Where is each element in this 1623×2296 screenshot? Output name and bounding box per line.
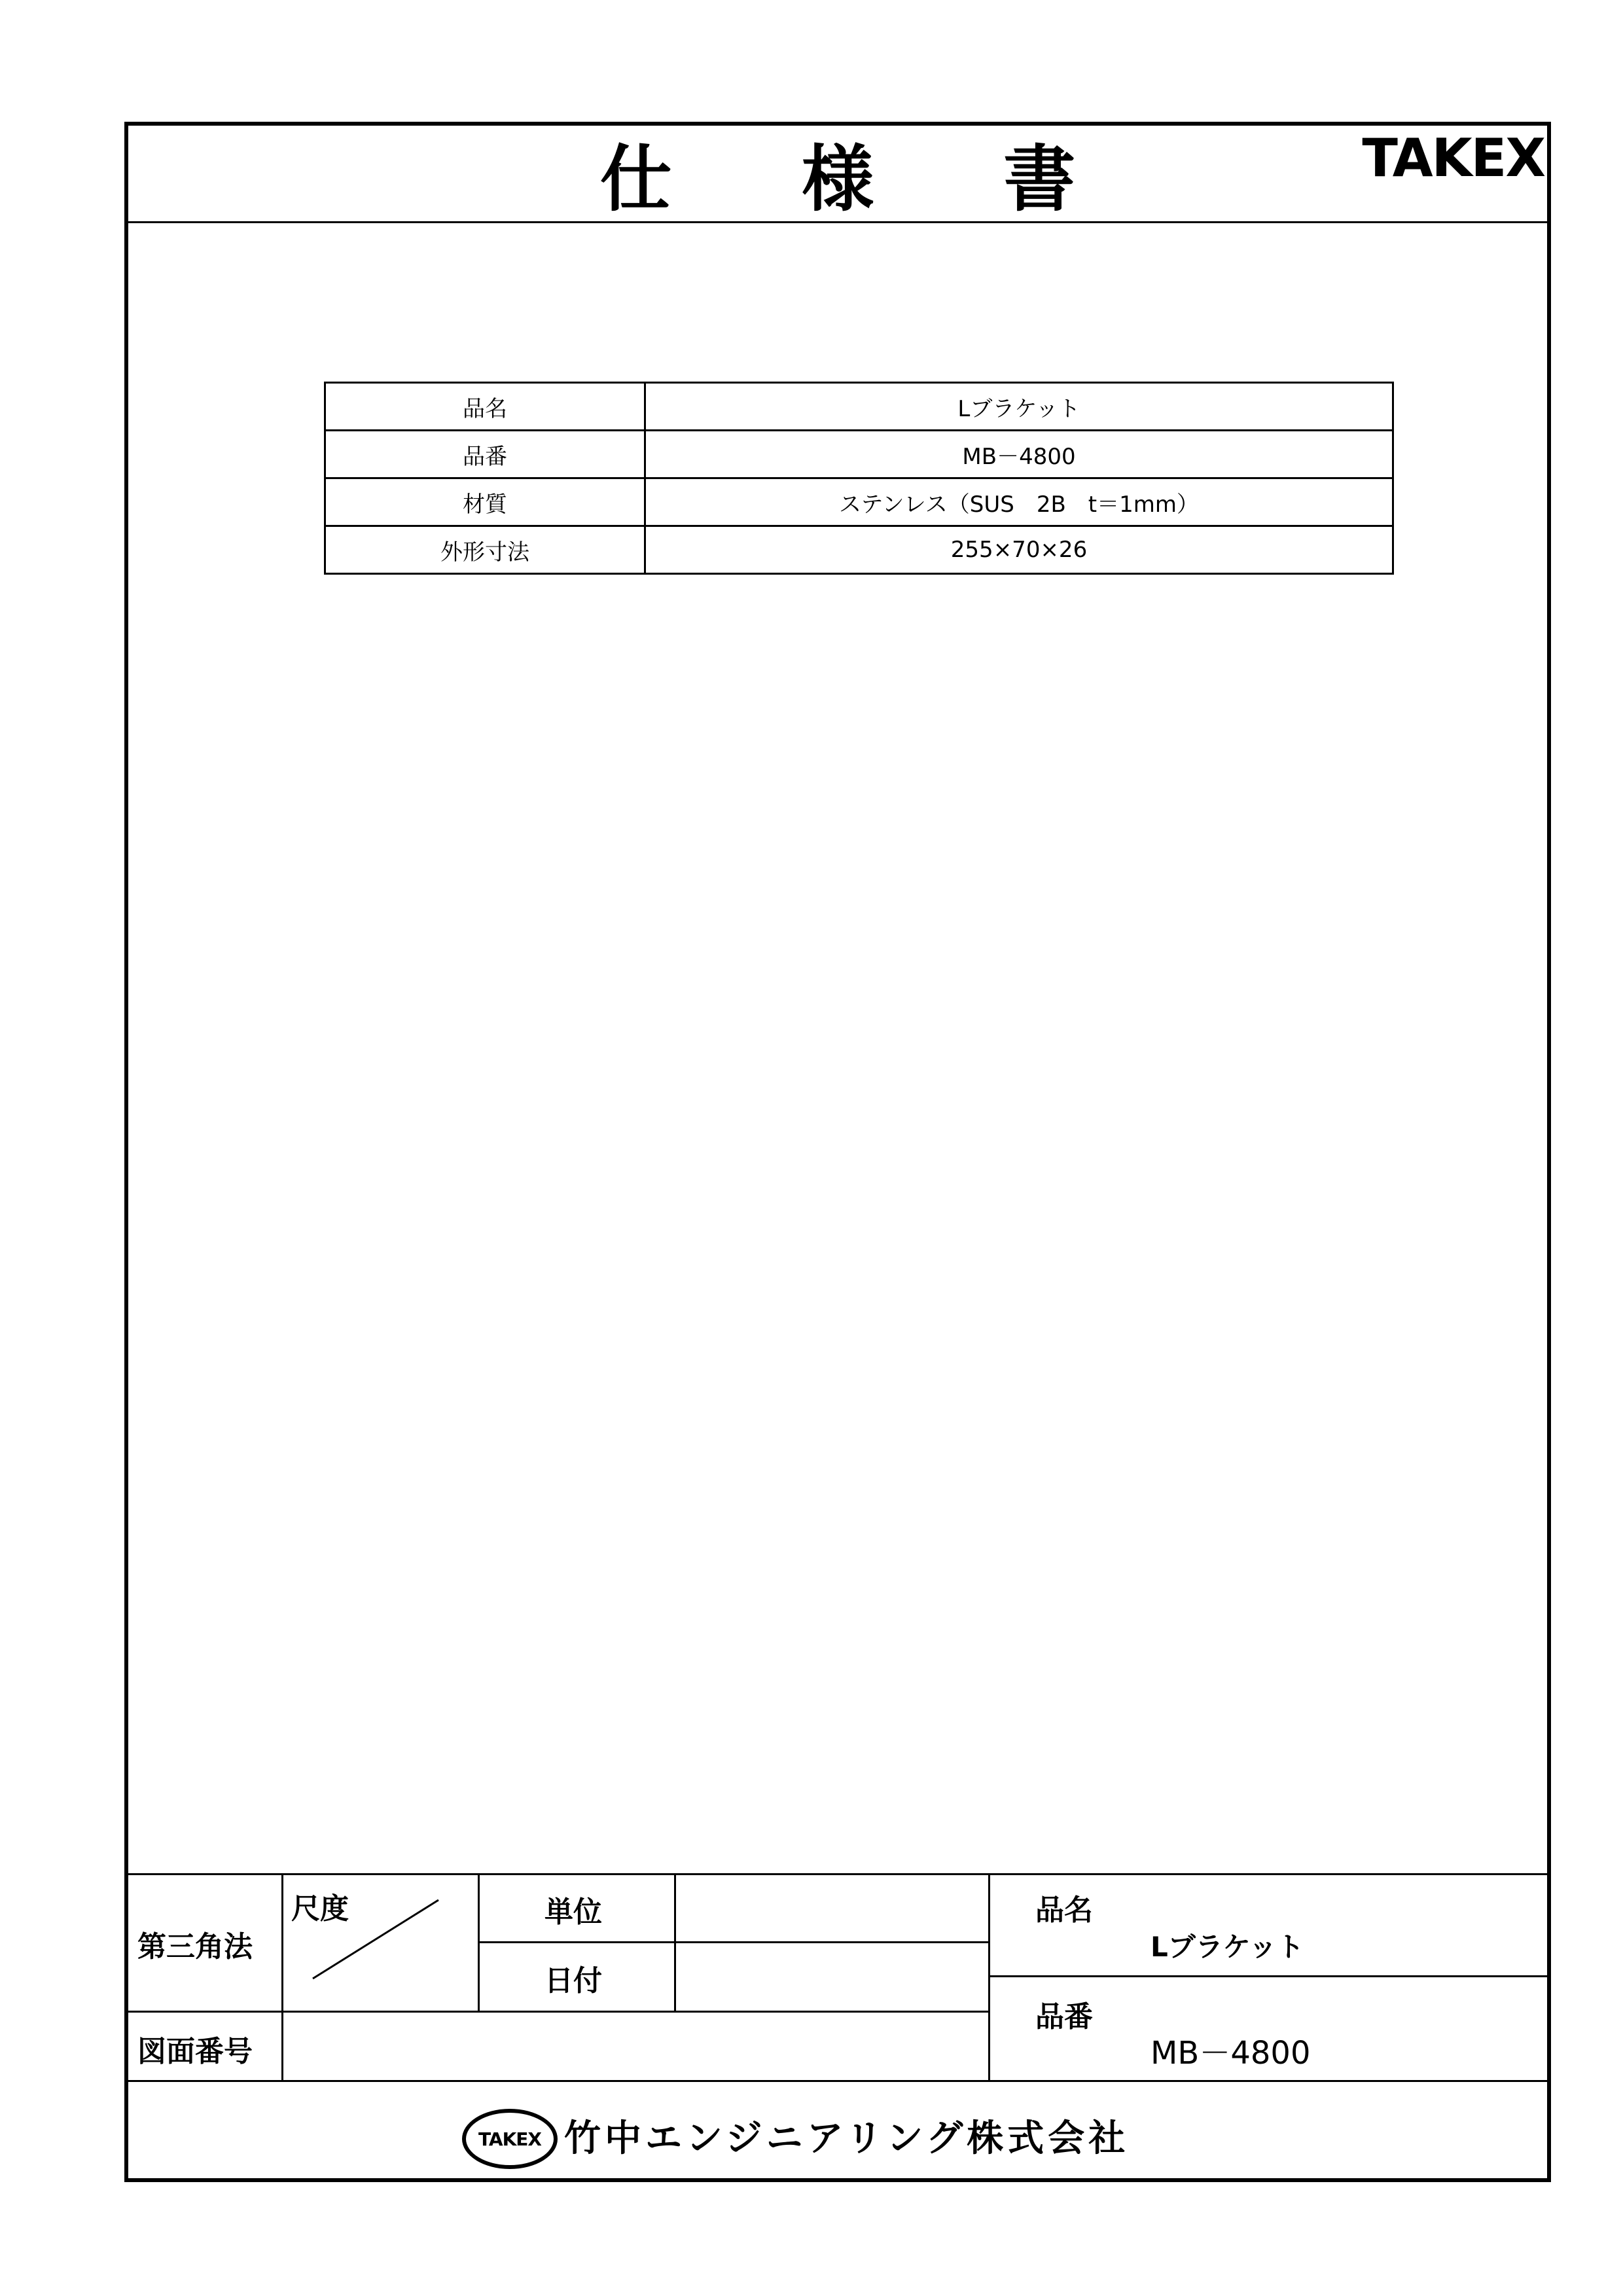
company-logo: TAKEX	[462, 2109, 558, 2169]
brand-logo: TAKEX	[1362, 128, 1544, 188]
scale-label: 尺度	[291, 1892, 349, 1926]
product-number-label: 品番	[1035, 2000, 1093, 2034]
company-name: 竹中エンジニアリング株式会社	[564, 2117, 1130, 2160]
table-row	[325, 526, 1393, 574]
spec-value: ステンレス（SUS 2B t＝1mm）	[645, 478, 1393, 526]
spec-label: 品番	[325, 431, 645, 478]
table-row	[325, 431, 1393, 478]
header-divider	[124, 221, 1551, 223]
projection-label: 第三角法	[137, 1930, 253, 1964]
product-name-value: Lブラケット	[1150, 1931, 1304, 1963]
spec-table	[324, 382, 1394, 575]
spec-label: 外形寸法	[325, 526, 645, 574]
spec-label: 材質	[325, 478, 645, 526]
table-row	[325, 383, 1393, 431]
unit-label: 単位	[544, 1895, 602, 1929]
spec-value: MB－4800	[645, 431, 1393, 478]
spec-value: Lブラケット	[645, 383, 1393, 431]
spec-value: 255×70×26	[645, 526, 1393, 574]
spec-label: 品名	[325, 383, 645, 431]
table-row	[325, 478, 1393, 526]
product-number-value: MB－4800	[1150, 2035, 1311, 2072]
product-name-label: 品名	[1035, 1893, 1093, 1927]
page-title: 仕 様 書	[599, 137, 1128, 221]
date-label: 日付	[544, 1964, 602, 1998]
drawing-number-label: 図面番号	[137, 2035, 253, 2068]
